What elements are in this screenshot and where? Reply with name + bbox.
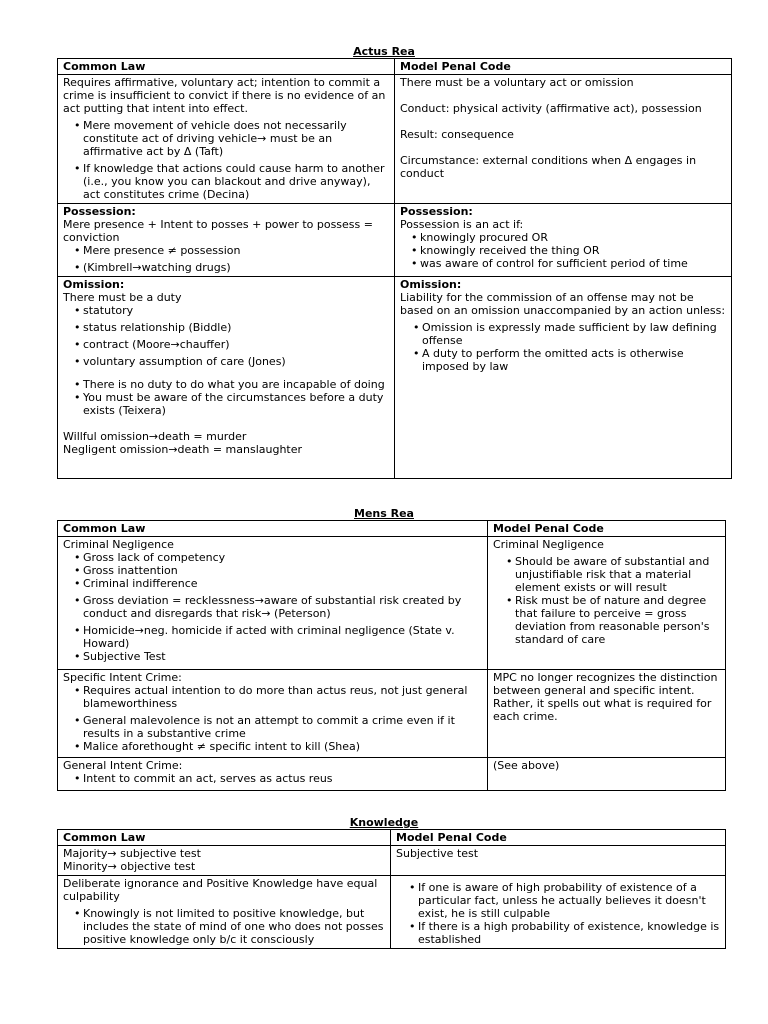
actus-rea-table	[57, 58, 732, 479]
mpc-cell	[395, 204, 732, 277]
cell-text: Possession is an act if:	[400, 218, 524, 231]
common-law-cell	[58, 204, 395, 277]
header-row	[58, 830, 726, 846]
mpc-cell	[395, 277, 732, 479]
deliberate-ignorance-row	[58, 876, 726, 949]
list-item: • Should be aware of substantial and unjustifiable risk that a material element exists or will result	[506, 555, 720, 594]
mpc-cell	[488, 670, 726, 758]
cell-text: MPC no longer recognizes the distinction between general and specific intent. Rather, it spells out what is required for each crime.	[493, 671, 718, 723]
list-item: • Gross lack of competency	[74, 551, 482, 564]
list-item: • Mere movement of vehicle does not necessarily constitute act of driving vehicle→ must be an affirmative act by Δ (Taft)	[74, 119, 389, 158]
list-item: • (Kimbrell→watching drugs)	[74, 261, 389, 274]
bullet-list	[63, 907, 385, 946]
bullet-list	[63, 684, 482, 753]
list-item: • Risk must be of nature and degree that failure to perceive = gross deviation from reasonable person's standard of care	[506, 594, 720, 646]
list-item: • Criminal indifference	[74, 577, 482, 590]
list-item: • A duty to perform the omitted acts is otherwise imposed by law	[413, 347, 726, 373]
list-item: • Gross deviation = recklessness→aware of substantial risk created by conduct and disregards that risk→ (Peterson)	[74, 594, 482, 620]
criminal-negligence-row	[58, 537, 726, 670]
bullet-list	[63, 304, 389, 368]
list-item: • You must be aware of the circumstances before a duty exists (Teixera)	[74, 391, 389, 417]
list-item: • statutory	[74, 304, 389, 317]
cell-text: There must be a duty	[63, 291, 182, 304]
mpc-cell	[488, 537, 726, 670]
mpc-header: Model Penal Code	[391, 830, 726, 846]
cell-heading: Criminal Negligence	[493, 538, 604, 551]
cell-heading: General Intent Crime:	[63, 759, 183, 772]
list-item: • General malevolence is not an attempt to commit a crime even if it results in a substantive crime	[74, 714, 482, 740]
knowledge-table	[57, 829, 726, 949]
mens-rea-title: Mens Rea	[354, 507, 414, 520]
specific-intent-row	[58, 670, 726, 758]
cell-text: Negligent omission→death = manslaughter	[63, 443, 303, 456]
list-item: • There is no duty to do what you are incapable of doing	[74, 378, 389, 391]
mpc-cell	[391, 876, 726, 949]
cell-text: Subjective test	[396, 847, 479, 860]
cell-text: Deliberate ignorance and Positive Knowledge have equal culpability	[63, 877, 378, 903]
cell-heading: Specific Intent Crime:	[63, 671, 182, 684]
list-item: • status relationship (Biddle)	[74, 321, 389, 334]
cell-text: Willful omission→death = murder	[63, 430, 247, 443]
list-item: • Mere presence ≠ possession	[74, 244, 389, 257]
common-law-cell	[58, 670, 488, 758]
list-item: • Requires actual intention to do more than actus reus, not just general blameworthiness	[74, 684, 482, 710]
common-law-cell	[58, 876, 391, 949]
bullet-list	[63, 119, 389, 201]
cell-text: Conduct: physical activity (affirmative act), possession	[400, 102, 702, 115]
common-law-cell	[58, 846, 391, 876]
cell-text: Requires affirmative, voluntary act; intention to commit a crime is insufficient to convict if there is no evidence of an act putting that intent into effect.	[63, 76, 386, 115]
cell-text: Minority→ objective test	[63, 860, 196, 873]
list-item: • Omission is expressly made sufficient by law defining offense	[413, 321, 726, 347]
common-law-header: Common Law	[58, 830, 391, 846]
bullet-list	[63, 551, 482, 663]
cell-text: Mere presence + Intent to posses + power to possess = conviction	[63, 218, 373, 244]
list-item: • Knowingly is not limited to positive knowledge, but includes the state of mind of one who does not posses positive knowledge only b/c it consciously	[74, 907, 385, 946]
list-item: • voluntary assumption of care (Jones)	[74, 355, 389, 368]
list-item: • Intent to commit an act, serves as actus reus	[74, 772, 482, 785]
cell-heading: Criminal Negligence	[63, 538, 174, 551]
bullet-list	[63, 378, 389, 417]
cell-heading: Omission:	[63, 278, 125, 291]
list-item: • Gross inattention	[74, 564, 482, 577]
bullet-list	[400, 321, 726, 373]
list-item: • was aware of control for sufficient period of time	[411, 257, 726, 270]
bullet-list	[396, 881, 720, 946]
test-row	[58, 846, 726, 876]
possession-row	[58, 204, 732, 277]
omission-row	[58, 277, 732, 479]
bullet-list	[493, 555, 720, 646]
list-item: • Subjective Test	[74, 650, 482, 663]
list-item: • Homicide→neg. homicide if acted with criminal negligence (State v. Howard)	[74, 624, 482, 650]
list-item: • If one is aware of high probability of existence of a particular fact, unless he actually believes it doesn't exist, he is still culpable	[409, 881, 720, 920]
list-item: • If there is a high probability of existence, knowledge is established	[409, 920, 720, 946]
common-law-cell	[58, 75, 395, 204]
bullet-list	[63, 772, 482, 785]
common-law-cell	[58, 758, 488, 791]
list-item: • Malice aforethought ≠ specific intent to kill (Shea)	[74, 740, 482, 753]
mpc-header: Model Penal Code	[488, 521, 726, 537]
mpc-cell	[395, 75, 732, 204]
mpc-cell	[391, 846, 726, 876]
general-intent-row	[58, 758, 726, 791]
mens-rea-table	[57, 520, 726, 791]
list-item: • knowingly procured OR	[411, 231, 726, 244]
cell-heading: Possession:	[63, 205, 136, 218]
header-row	[58, 59, 732, 75]
common-law-cell	[58, 277, 395, 479]
bullet-list	[400, 231, 726, 270]
act-requirement-row	[58, 75, 732, 204]
cell-text: Majority→ subjective test	[63, 847, 201, 860]
cell-text: Result: consequence	[400, 128, 514, 141]
cell-text: Liability for the commission of an offense may not be based on an omission unaccompanied by an action unless:	[400, 291, 726, 317]
mpc-header: Model Penal Code	[395, 59, 732, 75]
list-item: • contract (Moore→chauffer)	[74, 338, 389, 351]
actus-rea-title: Actus Rea	[353, 45, 415, 58]
mpc-cell	[488, 758, 726, 791]
cell-heading: Possession:	[400, 205, 473, 218]
bullet-list	[63, 244, 389, 274]
cell-text: Circumstance: external conditions when Δ engages in conduct	[400, 154, 697, 180]
header-row	[58, 521, 726, 537]
list-item: • If knowledge that actions could cause harm to another (i.e., you know you can blackout and drive anyway), act constitutes crime (Decina)	[74, 162, 389, 201]
cell-heading: Omission:	[400, 278, 462, 291]
common-law-header: Common Law	[58, 59, 395, 75]
common-law-cell	[58, 537, 488, 670]
knowledge-title: Knowledge	[349, 816, 419, 829]
cell-text: There must be a voluntary act or omission	[400, 76, 634, 89]
cell-text: (See above)	[493, 759, 560, 772]
list-item: • knowingly received the thing OR	[411, 244, 726, 257]
common-law-header: Common Law	[58, 521, 488, 537]
